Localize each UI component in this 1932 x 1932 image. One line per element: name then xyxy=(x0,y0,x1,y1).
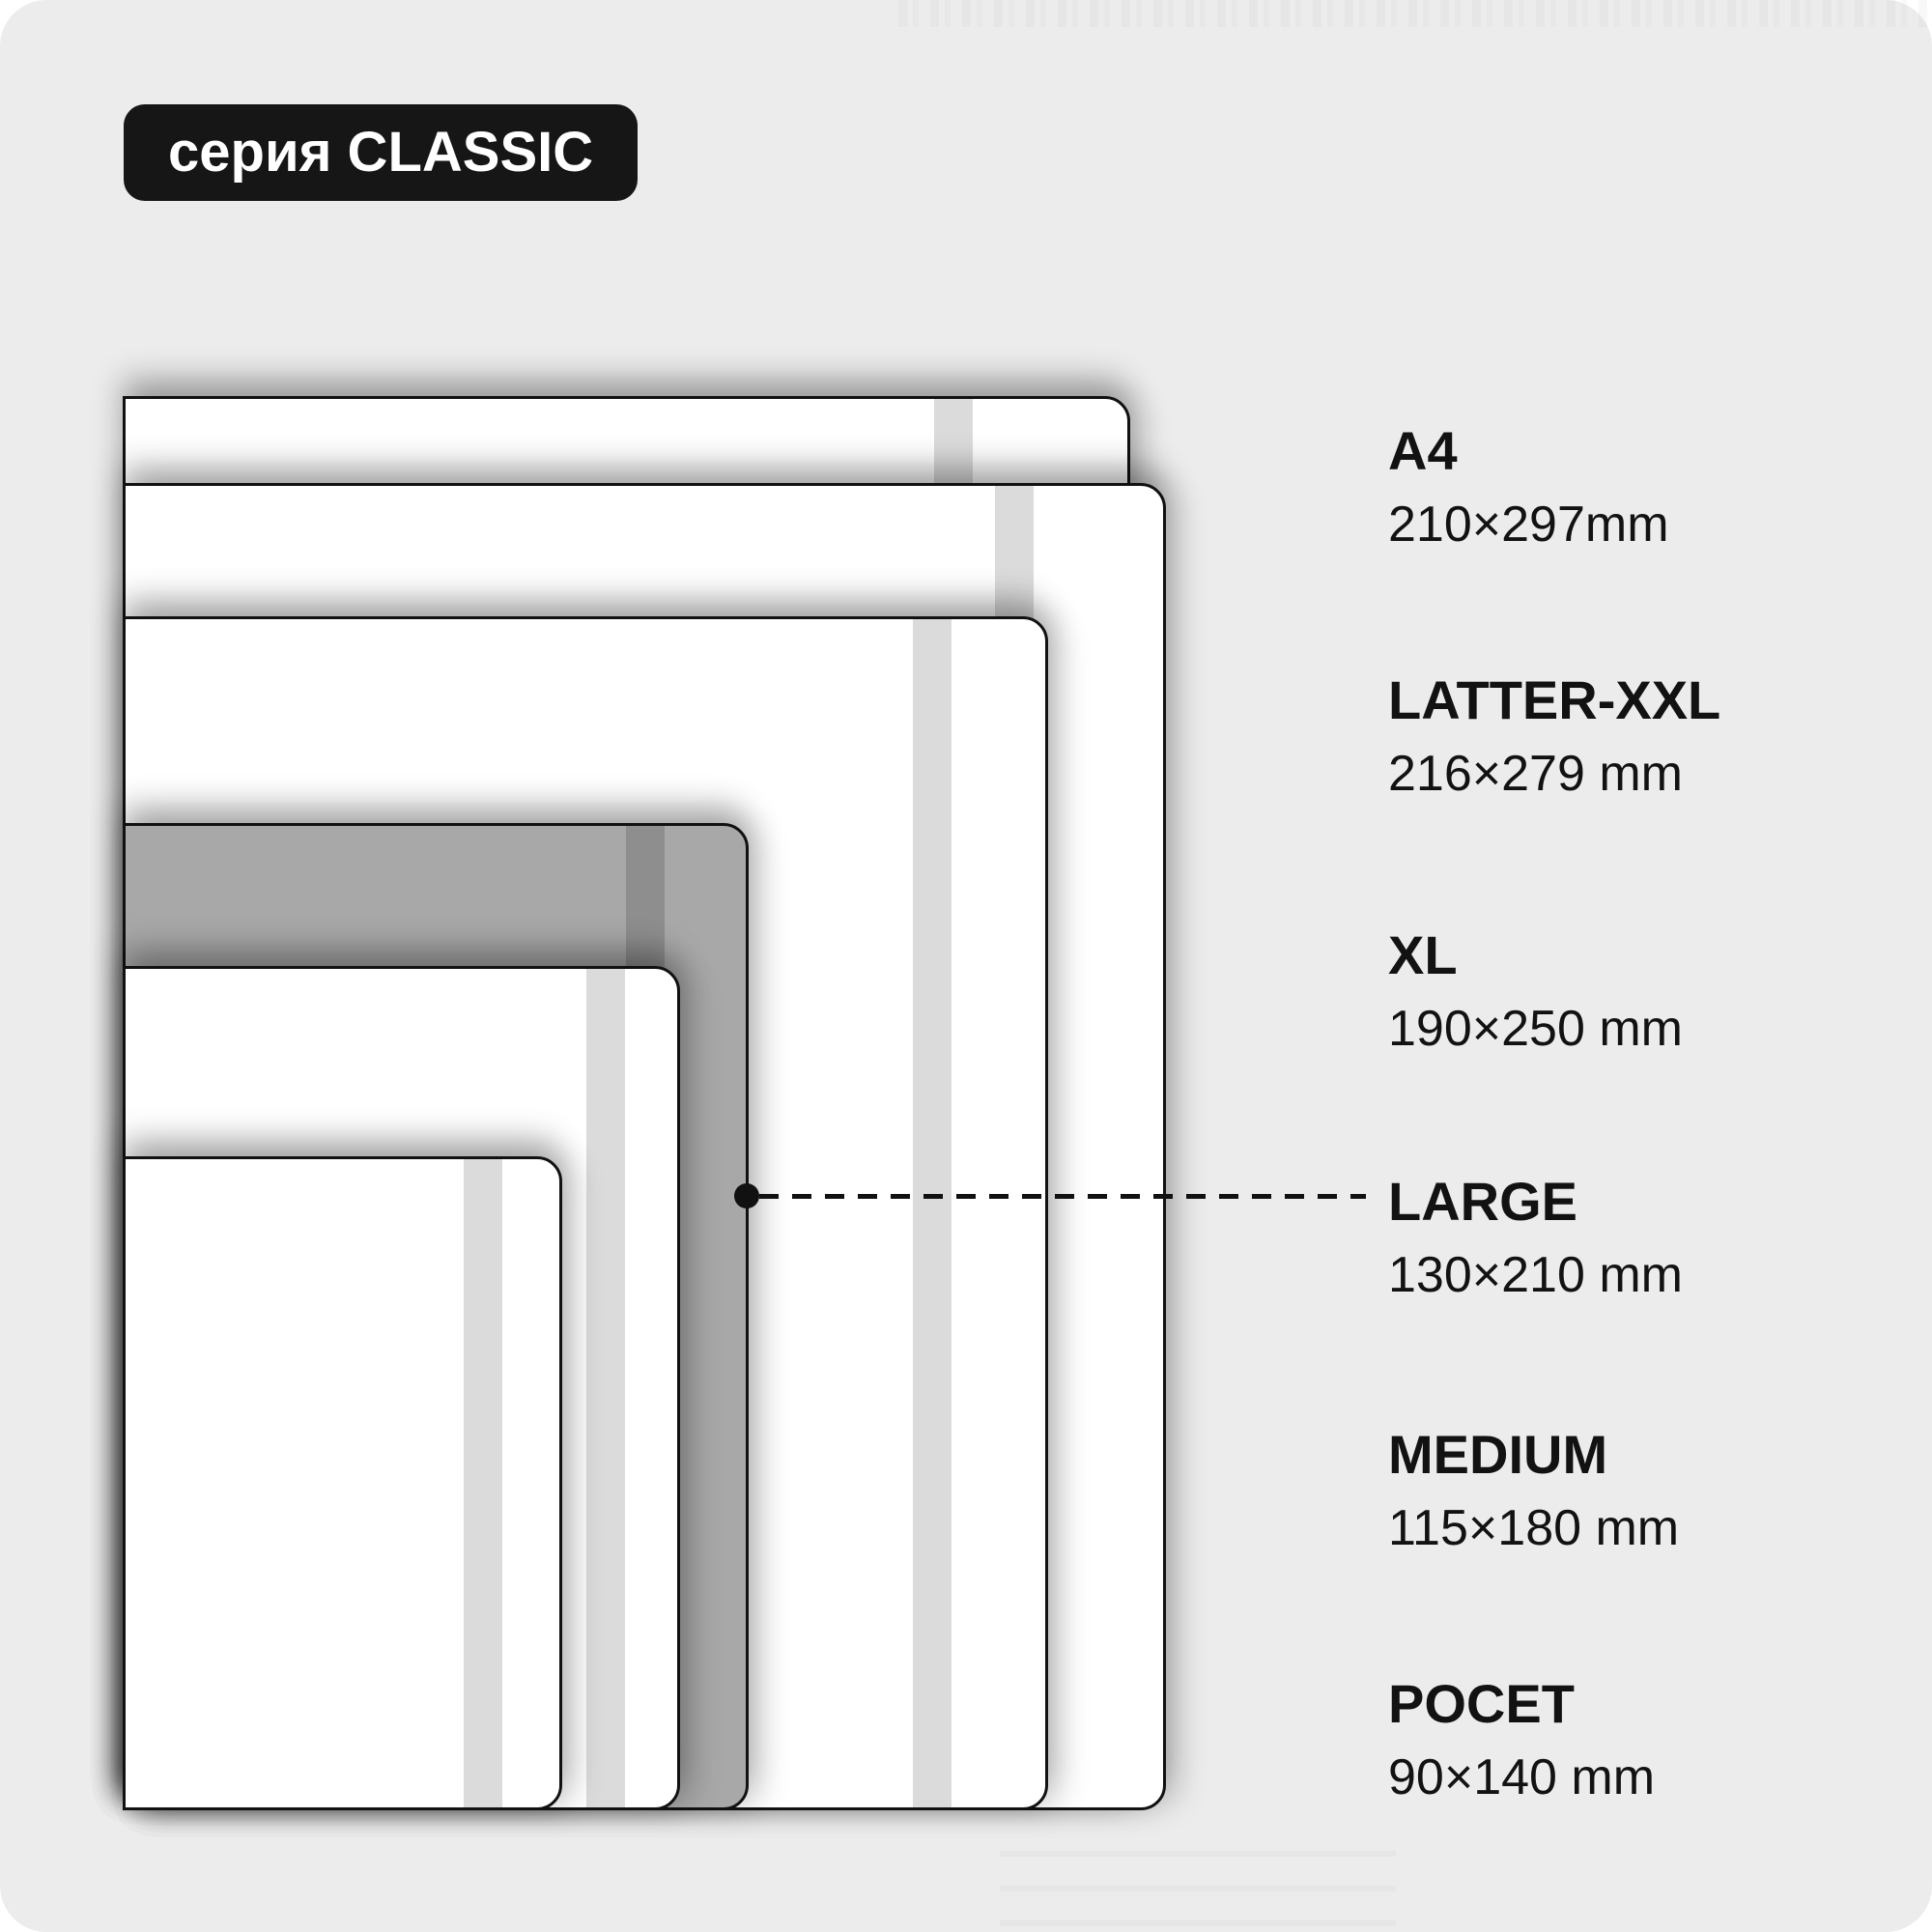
size-dimensions: 216×279 mm xyxy=(1388,746,1683,802)
size-name: MEDIUM xyxy=(1388,1424,1608,1485)
size-dimensions: 210×297mm xyxy=(1388,497,1669,553)
callout-dot xyxy=(734,1183,759,1208)
watermark-pattern-bottom xyxy=(1000,1822,1396,1926)
elastic-stripe xyxy=(464,1159,502,1807)
watermark-pattern-top xyxy=(898,0,1932,27)
size-label-large xyxy=(1388,1173,1683,1302)
size-label-a4 xyxy=(1388,422,1669,552)
size-name: LATTER-XXL xyxy=(1388,669,1721,730)
elastic-stripe xyxy=(586,969,625,1807)
size-dimensions: 90×140 mm xyxy=(1388,1749,1656,1805)
size-dimensions: 130×210 mm xyxy=(1388,1247,1683,1303)
size-name: LARGE xyxy=(1388,1171,1577,1232)
size-dimensions: 115×180 mm xyxy=(1388,1500,1680,1556)
size-label-latter-xxl xyxy=(1388,671,1720,801)
size-name: XL xyxy=(1388,924,1458,985)
size-label-medium xyxy=(1388,1426,1679,1555)
size-name: POCET xyxy=(1388,1673,1575,1734)
series-badge: серия CLASSIC xyxy=(124,104,638,201)
callout-dashed-line xyxy=(759,1194,1366,1199)
size-dimensions: 190×250 mm xyxy=(1388,1001,1683,1057)
size-name: A4 xyxy=(1388,420,1458,481)
size-label-xl xyxy=(1388,926,1683,1056)
size-label-pocet xyxy=(1388,1675,1655,1804)
elastic-stripe xyxy=(913,619,952,1807)
notebook-pocet xyxy=(123,1156,562,1810)
